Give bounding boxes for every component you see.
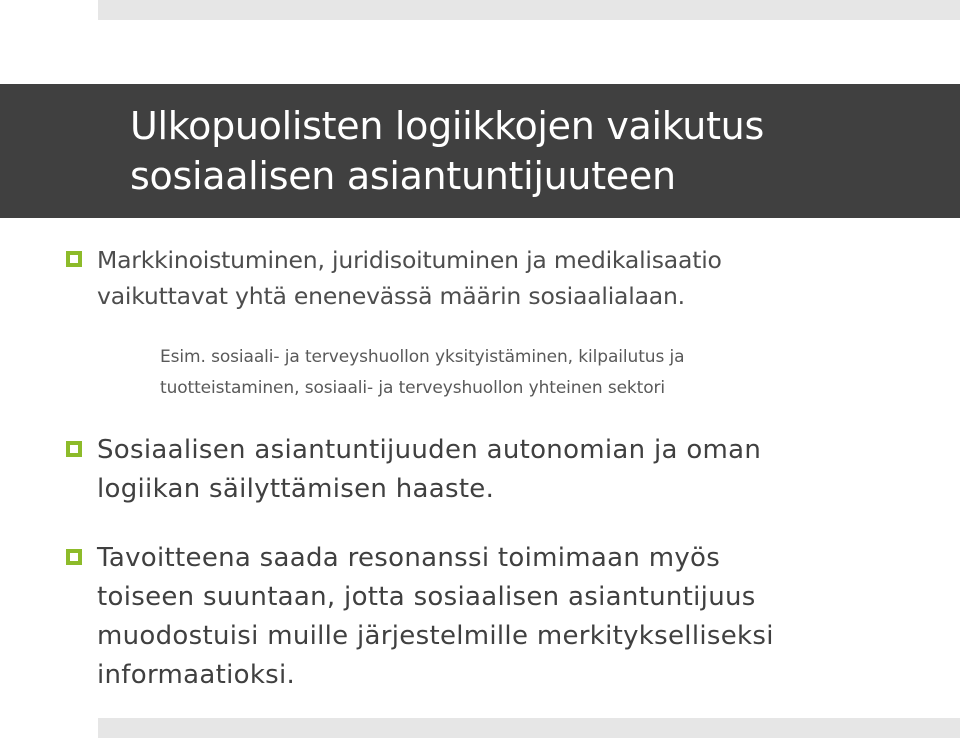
- bottom-decorative-strip: [98, 718, 960, 738]
- sub-bullet-text: [160, 342, 684, 404]
- bullet-line: Markkinoistuminen, juridisoituminen ja medikalisaatio: [97, 246, 722, 274]
- top-decorative-strip: [98, 0, 960, 20]
- bullet-text: [97, 539, 774, 695]
- bullet-square-icon: [66, 549, 82, 565]
- bullet-line: muodostuisi muille järjestelmille merkitykselliseksi: [97, 621, 774, 651]
- bullet-line: informaatioksi.: [97, 660, 296, 690]
- title-line: sosiaalisen asiantuntijuuteen: [130, 154, 676, 198]
- title-line: Ulkopuolisten logiikkojen vaikutus: [130, 104, 764, 148]
- bullet-text: [97, 431, 761, 509]
- bullet-line: vaikuttavat yhtä enenevässä määrin sosiaalialaan.: [97, 282, 685, 310]
- bullet-square-icon: [66, 251, 82, 267]
- bullet-line: Sosiaalisen asiantuntijuuden autonomian ja oman: [97, 435, 762, 465]
- slide-title: [130, 101, 940, 201]
- sub-bullet-line: tuotteistaminen, sosiaali- ja terveyshuollon yhteinen sektori: [160, 378, 666, 398]
- bullet-line: logiikan säilyttämisen haaste.: [97, 474, 495, 504]
- bullet-line: Tavoitteena saada resonanssi toimimaan myös: [97, 543, 721, 573]
- bullet-text: [97, 242, 722, 314]
- sub-bullet-line: Esim. sosiaali- ja terveyshuollon yksityistäminen, kilpailutus ja: [160, 347, 685, 367]
- bullet-square-icon: [66, 441, 82, 457]
- bullet-line: toiseen suuntaan, jotta sosiaalisen asiantuntijuus: [97, 582, 756, 612]
